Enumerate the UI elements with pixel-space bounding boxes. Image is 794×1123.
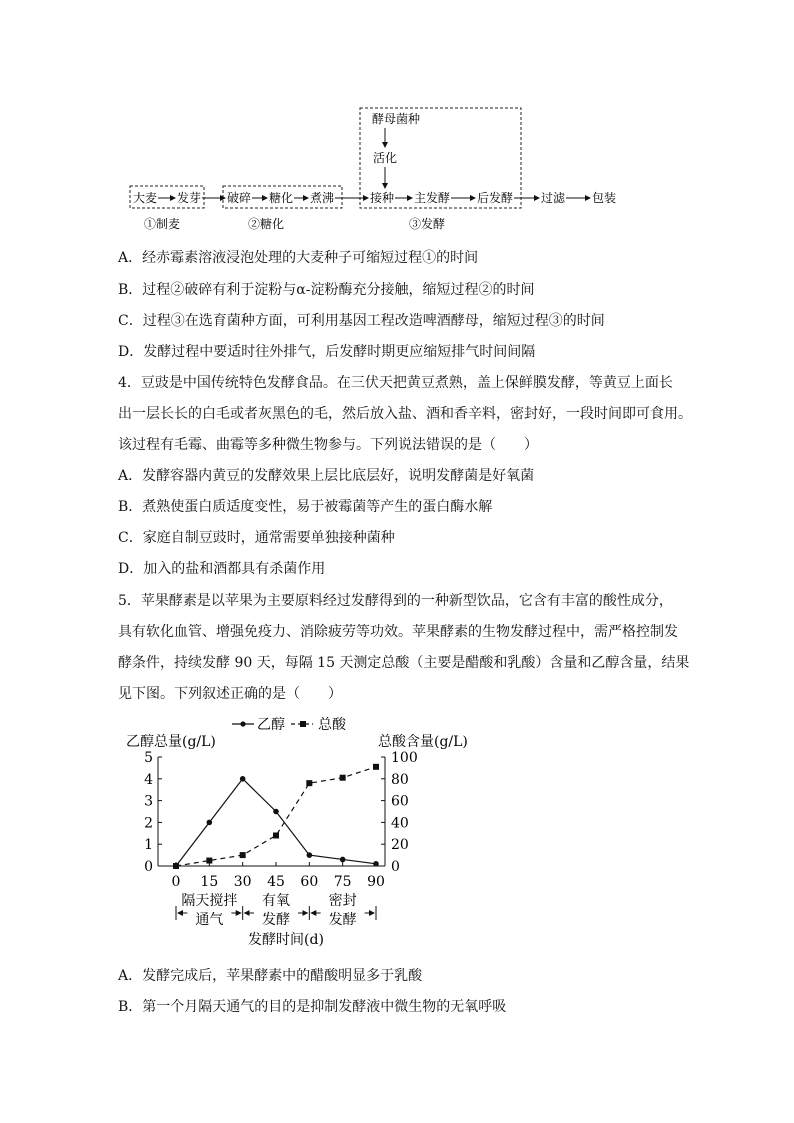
q4-stem-line-1: 4．豆豉是中国传统特色发酵食品。在三伏天把黄豆煮熟，盖上保鲜膜发酵，等黄豆上面长	[118, 375, 673, 391]
q5-stem-line-3: 酵条件，持续发酵 90 天，每隔 15 天测定总酸（主要是醋酸和乳酸）含量和乙醇含量，结果	[118, 655, 690, 671]
activate-label: 活化	[373, 151, 398, 165]
q5-option-a: A．发酵完成后，苹果酵素中的醋酸明显多于乳酸	[118, 968, 423, 984]
q3-option-c: C．过程③在选育菌种方面，可利用基因工程改造啤酒酵母，缩短过程③的时间	[118, 313, 605, 329]
x-tick-label: 0	[171, 874, 181, 890]
flow-step: 接种	[370, 191, 395, 205]
y-left-tick-label: 3	[144, 793, 153, 810]
y-axis-left-label: 乙醇总量(g/L)	[126, 734, 216, 750]
flow-group-label: ③发酵	[409, 217, 446, 231]
q4-option-c: C．家庭自制豆豉时，通常需要单独接种菌种	[118, 530, 395, 546]
q4-option-b: B．煮熟使蛋白质适度变性，易于被霉菌等产生的蛋白酶水解	[118, 499, 493, 515]
flow-step: 破碎	[227, 191, 252, 205]
flow-step: 过滤	[541, 191, 566, 205]
ethanol-acid-chart	[0, 710, 794, 960]
series-line-acid	[176, 767, 376, 866]
flow-steps	[133, 190, 616, 205]
y-left-tick-label: 5	[144, 750, 153, 766]
phase-label-line-1: 密封	[328, 893, 357, 909]
series-line-ethanol	[176, 779, 376, 866]
acid-point	[206, 858, 212, 864]
legend-label-ethanol: 乙醇	[257, 717, 285, 733]
q4-stem-line-2: 出一层长长的白毛或者灰黑色的毛，然后放入盐、酒和香辛料，密封好，一段时间即可食用。	[118, 406, 692, 422]
flow-step: 大麦	[133, 191, 158, 205]
q4-option-a: A．发酵容器内黄豆的发酵效果上层比底层好，说明发酵菌是好氧菌	[118, 468, 535, 484]
y-right-tick-label: 0	[391, 859, 400, 875]
phase-label-line-2: 发酵	[262, 912, 290, 928]
acid-point	[273, 832, 279, 838]
phase-label-line-2: 发酵	[328, 912, 357, 928]
q3-option-b: B．过程②破碎有利于淀粉与α-淀粉酶充分接触，缩短过程②的时间	[118, 282, 535, 298]
flow-step: 发芽	[177, 191, 202, 205]
y-left-tick-label: 4	[144, 771, 153, 788]
q5-option-b: B．第一个月隔天通气的目的是抑制发酵液中微生物的无氧呼吸	[118, 999, 507, 1015]
phase-label-line-1: 隔天搅拌	[181, 893, 238, 909]
y-left-tick-label: 2	[144, 815, 153, 832]
legend-marker-ethanol	[240, 721, 245, 726]
q5-stem-line-1: 5．苹果酵素是以苹果为主要原料经过发酵得到的一种新型饮品，它含有丰富的酸性成分，	[118, 593, 673, 609]
q4-stem-line-3: 该过程有毛霉、曲霉等多种微生物参与。下列说法错误的是（ ）	[118, 437, 538, 453]
legend-label-acid: 总酸	[318, 717, 346, 733]
flow-step: 主发酵	[414, 191, 451, 205]
flow-step: 后发酵	[477, 191, 514, 205]
x-tick-label: 15	[200, 874, 219, 890]
ethanol-point	[240, 776, 246, 782]
acid-point	[240, 852, 246, 858]
y-right-tick-label: 60	[391, 793, 409, 810]
q5-stem-line-2: 具有软化血管、增强免疫力、消除疲劳等功效。苹果酵素的生物发酵过程中，需严格控制发	[118, 624, 678, 640]
ethanol-point	[307, 852, 313, 858]
x-tick-label: 60	[300, 874, 319, 890]
flow-step: 糖化	[269, 191, 294, 205]
x-tick-label: 30	[233, 874, 252, 890]
y-axis-right-label: 总酸含量(g/L)	[378, 734, 468, 750]
y-right-tick-label: 80	[391, 771, 409, 788]
ethanol-point	[207, 820, 213, 826]
flow-step: 煮沸	[310, 191, 335, 205]
flow-group-labels	[144, 216, 445, 231]
x-axis-label: 发酵时间(d)	[248, 932, 324, 948]
q5-stem-line-4: 见下图。下列叙述正确的是（ ）	[118, 686, 342, 702]
q3-option-a: A．经赤霉素溶液浸泡处理的大麦种子可缩短过程①的时间	[118, 250, 479, 266]
y-right-tick-label: 100	[391, 750, 418, 766]
acid-point	[373, 764, 379, 770]
ethanol-point	[273, 809, 279, 815]
phase-label-line-1: 有氧	[262, 893, 290, 909]
q3-option-d: D．发酵过程中要适时往外排气，后发酵时期更应缩短排气时间间隔	[118, 344, 536, 360]
acid-point	[340, 775, 346, 781]
y-right-tick-label: 20	[391, 837, 409, 854]
yeast-label: 酵母菌种	[372, 112, 421, 126]
brewing-flow-diagram	[0, 0, 794, 240]
x-tick-label: 90	[367, 874, 385, 890]
flow-step: 包装	[592, 191, 617, 205]
acid-point	[173, 863, 179, 869]
flow-group-label: ②糖化	[248, 217, 285, 231]
flow-group-label: ①制麦	[144, 217, 181, 231]
ethanol-point	[340, 857, 346, 863]
y-left-tick-label: 1	[144, 837, 153, 854]
x-tick-label: 75	[333, 874, 352, 890]
chart-legend	[232, 717, 347, 733]
y-left-tick-label: 0	[144, 859, 153, 875]
phase-label-line-2: 通气	[195, 912, 224, 928]
ethanol-point	[373, 861, 379, 867]
x-tick-label: 45	[267, 874, 285, 890]
acid-point	[306, 780, 312, 786]
legend-marker-acid	[300, 721, 306, 727]
q4-option-d: D．加入的盐和酒都具有杀菌作用	[118, 561, 326, 577]
y-right-tick-label: 40	[391, 815, 409, 832]
